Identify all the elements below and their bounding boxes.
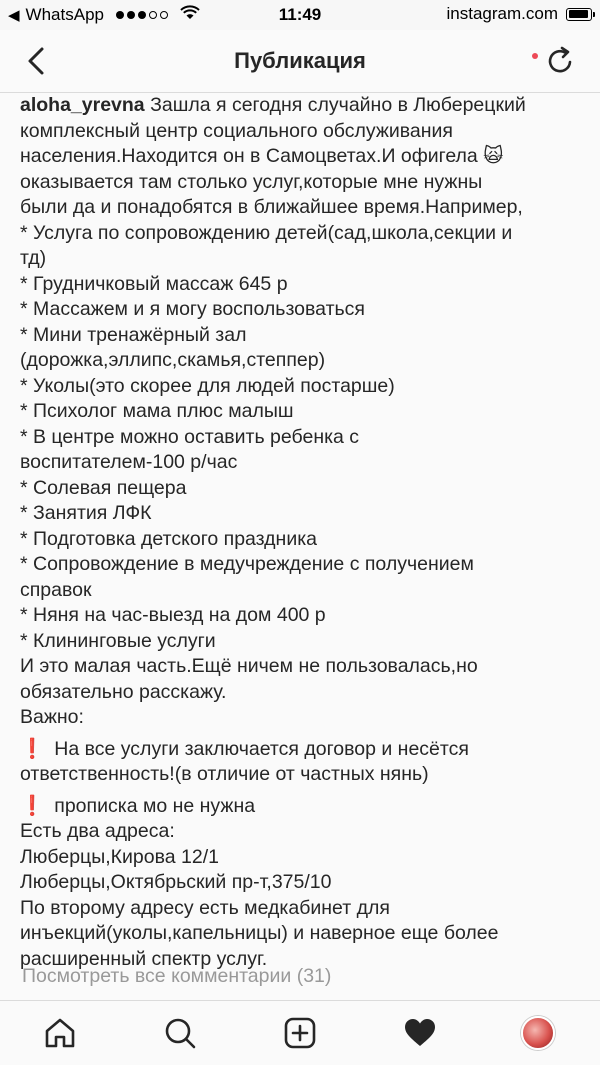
caption-first-line: aloha_yrevna Зашла я сегодня случайно в Люберецкий [20, 94, 526, 116]
profile-avatar[interactable] [521, 1016, 555, 1050]
caption-line: Люберцы,Октябрьский пр-т,375/10 [20, 871, 332, 893]
status-time: 11:49 [278, 5, 322, 24]
caption-line: комплексный центр социального обслуживания [20, 119, 453, 142]
caption-line: * В центре можно оставить ребенка с [20, 425, 360, 448]
caption-line: * Сопровождение в медучреждение с получением [20, 553, 474, 575]
caption-line: воспитателем-100 р/час [20, 451, 238, 473]
new-post-icon [282, 1015, 318, 1051]
search-icon [162, 1015, 198, 1051]
caption-line: * Занятия ЛФК [20, 502, 152, 524]
activity-tab[interactable] [402, 1015, 438, 1051]
back-app-label: WhatsApp [25, 5, 104, 24]
caption-line: * Грудничковый массаж 645 р [20, 272, 288, 295]
caption-line: * Психолог мама плюс малыш [20, 400, 294, 422]
caption-line: И это малая часть.Ещё ничем не пользовалась,но [20, 655, 478, 677]
home-icon [42, 1015, 78, 1051]
caption-warning-2: ❗ прописка мо не нужна [20, 794, 256, 817]
caption-line: * Массажем и я могу воспользоваться [20, 298, 365, 320]
caption-line: * Клининговые услуги [20, 629, 216, 652]
refresh-button[interactable] [544, 44, 578, 78]
post-username[interactable]: aloha_yrevna [20, 94, 145, 116]
new-post-tab[interactable] [282, 1015, 318, 1051]
post-caption [0, 93, 600, 972]
caption-line: Люберцы,Кирова 12/1 [20, 845, 219, 868]
caption-line: По второму адресу есть медкабинет для [20, 896, 390, 919]
caption-line: * Услуга по сопровождению детей(сад,школа,секции и [20, 221, 513, 244]
caption-line: населения.Находится он в Самоцветах.И офигела 🙀 [20, 145, 504, 167]
caption-line: * Мини тренажёрный зал [20, 323, 247, 346]
caption-line: были да и понадобятся в ближайшее время.Например, [20, 196, 523, 218]
caption-line: тд) [20, 247, 47, 269]
exclamation-icon: ❗ [20, 794, 45, 817]
battery-icon [566, 8, 592, 21]
caption-line: оказывается там столько услуг,которые мне нужны [20, 170, 483, 193]
caption-line: инъекций(уколы,капельницы) и наверное еще более [20, 922, 499, 944]
caption-line: обязательно расскажу. [20, 680, 227, 703]
status-url: instagram.com [446, 4, 558, 23]
search-tab[interactable] [162, 1015, 198, 1051]
caption-line: (дорожка,эллипс,скамья,степпер) [20, 349, 326, 371]
caption-warning-1: ❗ На все услуги заключается договор и несётся [20, 737, 469, 760]
status-bar [0, 0, 600, 30]
bottom-tab-bar [0, 1000, 600, 1065]
caption-line: * Подготовка детского праздника [20, 527, 318, 550]
caption-line: Важно: [20, 706, 84, 728]
exclamation-icon: ❗ [20, 737, 45, 760]
home-tab[interactable] [42, 1015, 78, 1051]
caption-line: расширенный спектр услуг. [20, 947, 268, 970]
back-arrow-small-icon: ◀ [8, 7, 20, 24]
caption-line: * Няня на час-выезд на дом 400 р [20, 604, 326, 626]
caption-line: * Уколы(это скорее для людей постарше) [20, 374, 395, 397]
page-title: Публикация [234, 48, 366, 73]
caption-line: ответственность!(в отличие от частных нянь) [20, 763, 429, 785]
caption-line: справок [20, 578, 92, 601]
caption-line: * Солевая пещера [20, 476, 187, 499]
activity-heart-icon [402, 1015, 438, 1051]
notification-dot [532, 53, 538, 59]
caption-line: Есть два адреса: [20, 820, 175, 842]
navigation-header [0, 30, 600, 93]
refresh-icon [544, 44, 578, 78]
battery-level [569, 10, 589, 18]
view-all-comments-link[interactable]: Посмотреть все комментарии (31) [22, 965, 332, 987]
